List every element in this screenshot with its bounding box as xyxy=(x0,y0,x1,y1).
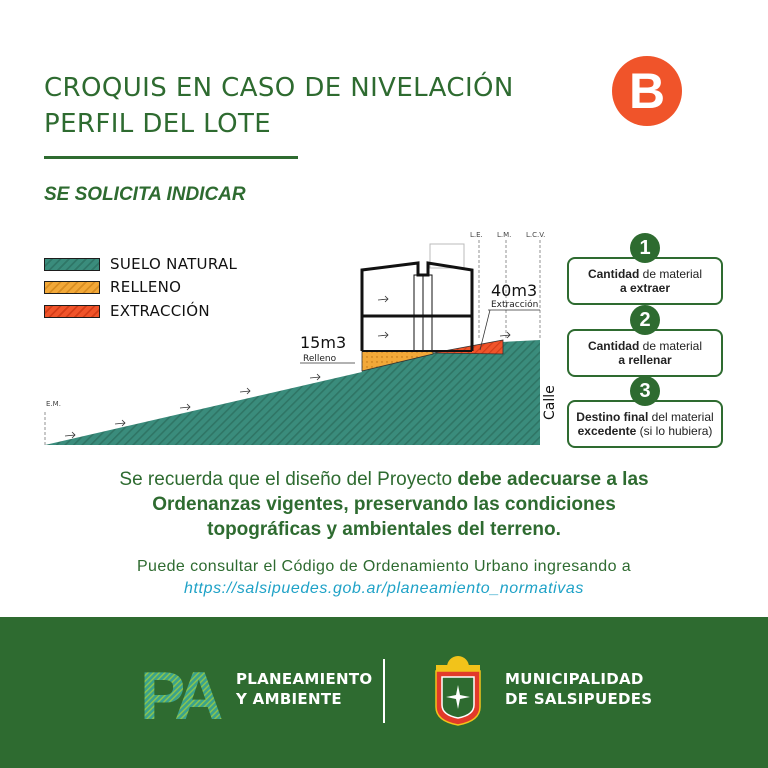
lm-marker: L.M. xyxy=(497,231,512,239)
lcv-marker: L.C.V. xyxy=(526,231,546,239)
planeamiento-line-2: Y AMBIENTE xyxy=(236,690,342,708)
relleno-label: Relleno xyxy=(303,354,337,364)
box-text: de material xyxy=(639,339,703,353)
em-marker: E.M. xyxy=(46,400,61,408)
step-number-1: 1 xyxy=(630,233,660,263)
footer-divider xyxy=(383,659,385,723)
step-number-2: 2 xyxy=(630,305,660,335)
reminder-bold-3: topográficas y ambientales del terreno. xyxy=(207,519,561,540)
logo-letters: PA xyxy=(140,658,218,725)
info-box-rellenar xyxy=(567,329,723,377)
municipalidad-line-1: MUNICIPALIDAD xyxy=(505,670,644,688)
street-label: Calle xyxy=(542,385,558,420)
box-text: del material xyxy=(648,410,714,424)
relleno-volume: 15m3 xyxy=(300,333,347,352)
footer-bar xyxy=(0,617,768,768)
extraccion-label: Extracción xyxy=(491,300,539,310)
box-bold: a extraer xyxy=(619,281,671,295)
box-text: de material xyxy=(639,267,703,281)
municipalidad-line-2: DE SALSIPUEDES xyxy=(505,690,653,708)
legend-label: EXTRACCIÓN xyxy=(110,302,210,320)
box-bold: Cantidad xyxy=(587,339,640,353)
reminder-bold-1: debe adecuarse a las xyxy=(457,469,649,490)
title-line-1: CROQUIS EN CASO DE NIVELACIÓN xyxy=(44,73,514,103)
legend-label: SUELO NATURAL xyxy=(110,255,238,273)
section-badge: B xyxy=(612,56,682,126)
municipalidad-name xyxy=(505,669,652,709)
reminder-bold-2: Ordenanzas vigentes, preservando las condiciones xyxy=(152,494,616,515)
reminder-normal: Se recuerda que el diseño del Proyecto xyxy=(119,469,458,490)
consult-line: Puede consultar el Código de Ordenamiento Urbano ingresando a xyxy=(136,558,632,575)
consult-text xyxy=(40,556,728,600)
planeamiento-name xyxy=(236,669,372,709)
reminder-text xyxy=(40,467,728,542)
box-text: (si lo hubiera) xyxy=(636,424,713,438)
normativas-link[interactable]: https://salsipuedes.gob.ar/planeamiento_normativas xyxy=(184,580,584,597)
suelo-natural-area xyxy=(45,340,540,445)
info-box-extraer xyxy=(567,257,723,305)
planeamiento-line-1: PLANEAMIENTO xyxy=(236,670,373,688)
legend-label: RELLENO xyxy=(110,278,182,296)
box-bold: Cantidad xyxy=(587,267,640,281)
box-bold: a rellenar xyxy=(618,353,672,367)
step-number-3: 3 xyxy=(630,376,660,406)
subtitle: SE SOLICITA INDICAR xyxy=(44,184,246,205)
box-bold: excedente xyxy=(577,424,637,438)
extraccion-volume: 40m3 xyxy=(491,281,538,300)
box-bold: Destino final xyxy=(576,410,649,424)
municipal-shield-icon xyxy=(432,653,484,727)
le-marker: L.E. xyxy=(470,231,483,239)
info-box-destino xyxy=(567,400,723,448)
building-outline xyxy=(362,263,472,351)
title-line-2: PERFIL DEL LOTE xyxy=(44,109,272,139)
planeamiento-logo xyxy=(140,657,224,725)
